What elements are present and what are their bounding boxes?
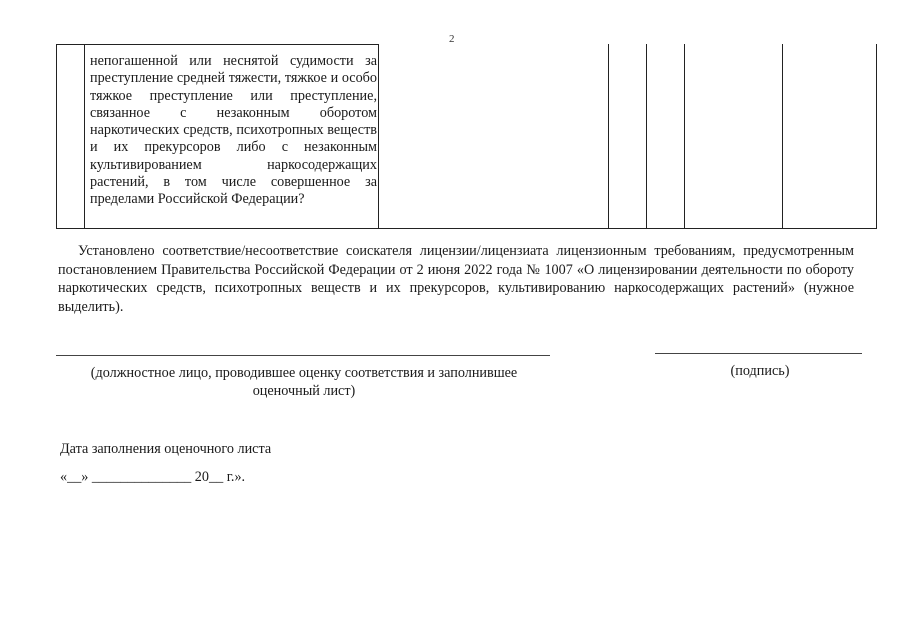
table-border [608, 44, 609, 229]
conclusion-paragraph: Установлено соответствие/несоответствие соискателя лицензии/лицензиата лицензионным требованиям, предусмотренным постановлением Правительства Российской Федерации от 2 июня 2022 года № 1007 «О лицензировании деятельности по обороту наркотических средств, психотропных веществ и их прекурсоров, культивированию наркосодержащих растений» (нужное выделить). [58, 243, 854, 315]
table-bottom-border [56, 228, 877, 229]
signature-caption: (подпись) [730, 363, 790, 379]
table-border [56, 44, 57, 229]
official-signature-line [56, 355, 550, 356]
official-caption: (должностное лицо, проводившее оценку соответствия и заполнившее оценочный лист) [90, 365, 518, 399]
requirement-cell-text: непогашенной или неснятой судимости за преступление средней тяжести, тяжкое и особо тяжкое преступление или преступление, связанное с незаконным оборотом наркотических средств, психотропных веществ и их прекурсоров либо с незаконным культивированием наркосодержащих растений, в том числе совершенное за пределами Российской Федерации? [90, 53, 377, 208]
page-number: 2 [449, 33, 455, 45]
requirements-table [56, 44, 877, 229]
table-border [646, 44, 647, 229]
table-border [84, 44, 85, 229]
table-border [378, 44, 379, 229]
table-border [782, 44, 783, 229]
date-label: Дата заполнения оценочного листа [60, 441, 272, 457]
table-border [684, 44, 685, 229]
personal-signature-line [655, 353, 862, 354]
date-field: «__» ______________ 20__ г.». [60, 469, 246, 485]
table-border [876, 44, 877, 229]
table-top-border [56, 44, 378, 45]
